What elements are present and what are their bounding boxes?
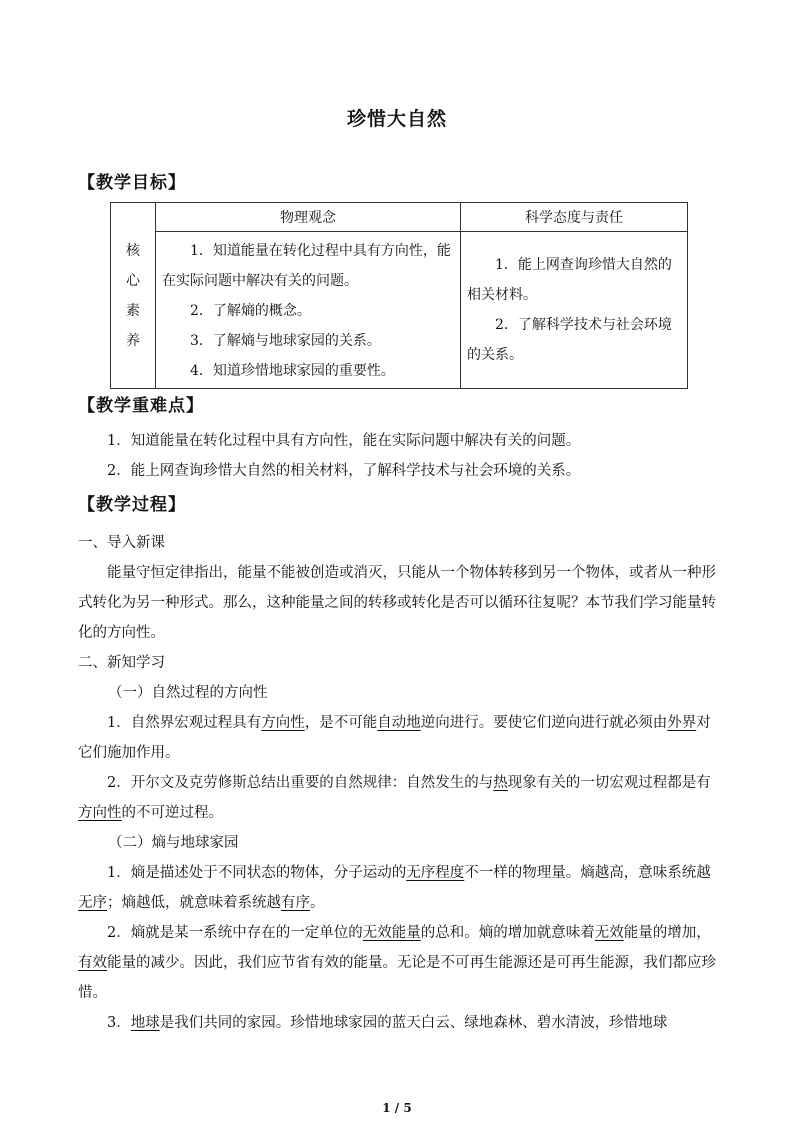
paragraph-direction-1: 1．自然界宏观过程具有方向性，是不可能自动地逆向进行。要使它们逆向进行就必须由外界对它们施加作用。 bbox=[78, 715, 711, 761]
core-literacy-label bbox=[111, 203, 156, 389]
attitude-item: 2．了解科学技术与社会环境的关系。 bbox=[467, 317, 672, 363]
keypoints-heading: 【教学重难点】 bbox=[78, 396, 204, 416]
intro-heading: 一、导入新课 bbox=[78, 535, 165, 551]
row-label-char: 核 bbox=[126, 242, 140, 259]
header-attitude: 科学态度与责任 bbox=[461, 203, 688, 232]
physics-cell bbox=[156, 232, 461, 389]
goals-table bbox=[110, 202, 688, 389]
paragraph-entropy-2: 2．熵就是某一系统中存在的一定单位的无效能量的总和。熵的增加就意味着无效能量的增加，有效能量的减少。因此，我们应节省有效的能量。无论是不可再生能源还是可再生能源，我们都应珍惜。 bbox=[78, 925, 716, 1001]
paragraph-direction-2: 2．开尔文及克劳修斯总结出重要的自然规律：自然发生的与热现象有关的一切宏观过程都是有方向性的不可逆过程。 bbox=[78, 775, 711, 821]
keypoint-item: 1．知道能量在转化过程中具有方向性，能在实际问题中解决有关的问题。 bbox=[107, 433, 581, 449]
goals-heading: 【教学目标】 bbox=[78, 173, 186, 193]
row-label-char: 心 bbox=[126, 272, 140, 289]
process-heading: 【教学过程】 bbox=[78, 495, 186, 515]
subsection-direction: （一）自然过程的方向性 bbox=[108, 685, 268, 701]
row-label-char: 养 bbox=[126, 332, 140, 349]
header-physics: 物理观念 bbox=[156, 203, 461, 232]
paragraph-entropy-1: 1．熵是描述处于不同状态的物体，分子运动的无序程度不一样的物理量。熵越高，意味系统越无序；熵越低，就意味着系统越有序。 bbox=[78, 865, 711, 911]
row-label-char: 素 bbox=[126, 302, 140, 319]
keypoint-item: 2．能上网查询珍惜大自然的相关材料，了解科学技术与社会环境的关系。 bbox=[107, 463, 581, 479]
physics-item: 4．知道珍惜地球家园的重要性。 bbox=[190, 363, 395, 379]
new-knowledge-heading: 二、新知学习 bbox=[78, 655, 165, 671]
physics-item: 3．了解熵与地球家园的关系。 bbox=[190, 333, 381, 349]
attitude-item: 1．能上网查询珍惜大自然的相关材料。 bbox=[467, 257, 672, 303]
page-number: 1 / 5 bbox=[382, 1101, 412, 1115]
paragraph-entropy-3: 3．地球是我们共同的家园。珍惜地球家园的蓝天白云、绿地森林、碧水清波，珍惜地球 bbox=[107, 1015, 668, 1031]
page-title: 珍惜大自然 bbox=[346, 108, 447, 130]
physics-item: 2．了解熵的概念。 bbox=[190, 303, 311, 319]
attitude-cell bbox=[461, 232, 688, 389]
intro-paragraph: 能量守恒定律指出，能量不能被创造或消灭，只能从一个物体转移到另一个物体，或者从一种形式转化为另一种形式。那么，这种能量之间的转移或转化是否可以循环往复呢？本节我们学习能量转化的方向性。 bbox=[78, 565, 716, 641]
subsection-entropy: （二）熵与地球家园 bbox=[108, 835, 239, 851]
physics-item: 1．知道能量在转化过程中具有方向性，能在实际问题中解决有关的问题。 bbox=[162, 243, 451, 289]
